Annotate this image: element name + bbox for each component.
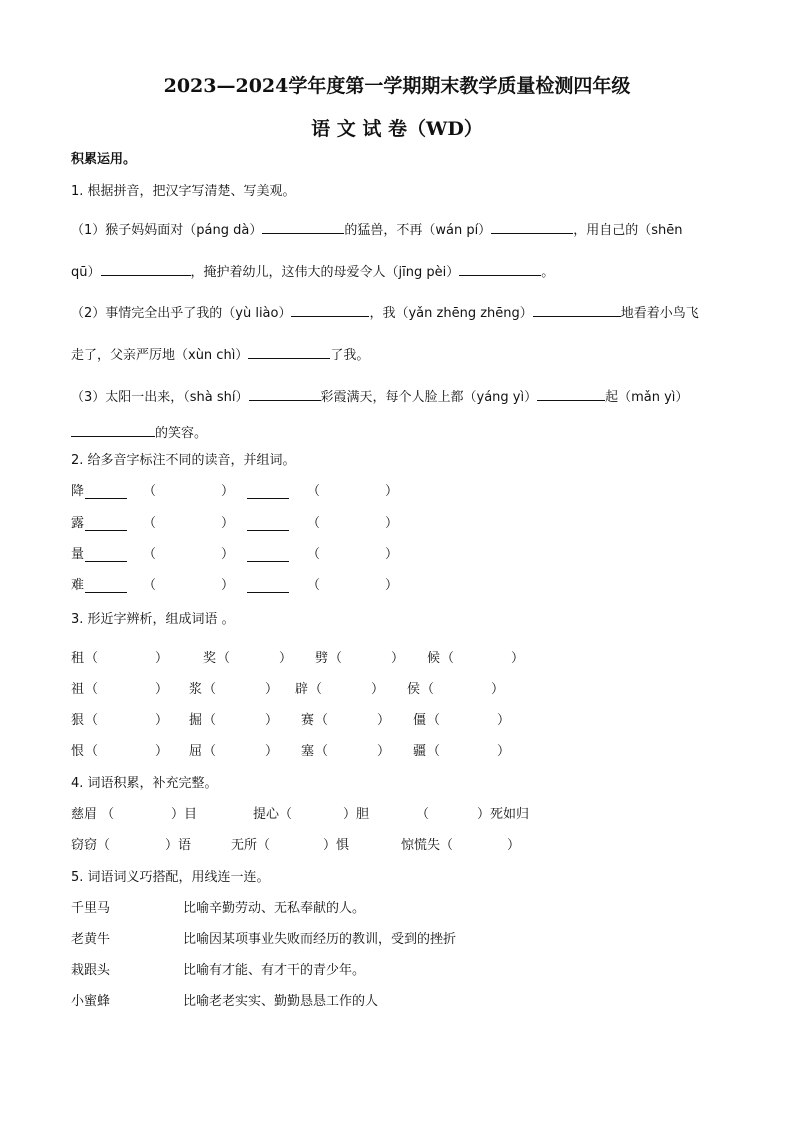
answer-blank[interactable] (248, 345, 330, 359)
similar-char: 恨 (71, 744, 85, 759)
paren-open: （ (203, 744, 217, 759)
polyphone-char: 露 (71, 516, 85, 531)
q1-p1-text-f: 。 (541, 265, 555, 280)
paren-open: （ (441, 651, 455, 666)
similar-char: 侯 (407, 682, 421, 697)
q1-p2-text-c: 地看着小鸟飞 (620, 306, 699, 321)
matching-term[interactable]: 老黄牛 (71, 932, 111, 947)
answer-blank[interactable] (249, 387, 321, 401)
idiom-part: 惊慌失（ (401, 838, 454, 853)
answer-blank[interactable] (71, 423, 155, 437)
idiom-part: ）惧 (323, 838, 350, 853)
matching-definition[interactable]: 比喻因某项事业失败而经历的教训，受到的挫折 (183, 932, 457, 947)
idiom-part: ）语 (165, 838, 192, 853)
idiom-part: 无所（ (231, 838, 271, 853)
q1-p2-text-b: ，我（yǎn zhēng zhēng） (369, 306, 533, 321)
q1-p3-line1 (71, 387, 688, 406)
similar-char: 奖 (203, 651, 217, 666)
similar-char: 疆 (413, 744, 427, 759)
paren-close: ） (491, 682, 505, 697)
q1-p2-line2 (71, 345, 369, 364)
similar-char: 掘 (189, 713, 203, 728)
answer-blank[interactable] (101, 262, 191, 276)
q1-p3-text-b: 彩霞满天，每个人脸上都（yáng yì） (320, 390, 538, 405)
exam-subtitle: 语 文 试 卷（WD） (311, 118, 483, 140)
paren-close: ） (497, 713, 511, 728)
q1-p1-text-a: （1）猴子妈妈面对（páng dà） (71, 223, 263, 238)
paren-open: （ (315, 713, 329, 728)
paren-open: （ (307, 516, 321, 531)
paren-close: ） (497, 744, 511, 759)
similar-char: 劈 (315, 651, 329, 666)
pinyin-blank[interactable] (247, 517, 289, 531)
answer-blank[interactable] (533, 303, 621, 317)
q1-p1-text-e: ，掩护着幼儿，这伟大的母爱令人（jīng pèi） (190, 265, 460, 280)
paren-close: ） (385, 578, 399, 593)
pinyin-blank[interactable] (85, 579, 127, 593)
similar-char: 租 (71, 651, 85, 666)
paren-open: （ (309, 682, 323, 697)
q5-stem: 5. 词语词义巧搭配，用线连一连。 (71, 870, 270, 885)
paren-close: ） (265, 682, 279, 697)
paren-open: （ (85, 744, 99, 759)
answer-blank[interactable] (262, 220, 344, 234)
paren-open: （ (203, 682, 217, 697)
polyphone-char: 难 (71, 578, 85, 593)
q1-p2-text-d: 走了，父亲严厉地（xùn chì） (71, 348, 249, 363)
matching-definition[interactable]: 比喻辛勤劳动、无私奉献的人。 (183, 901, 366, 916)
q1-p3-text-c: 起（mǎn yì） (605, 390, 689, 405)
paren-open: （ (143, 578, 157, 593)
idiom-part: 窃窃（ (71, 838, 111, 853)
q1-p1-line2 (71, 262, 554, 281)
paren-close: ） (391, 651, 405, 666)
paren-open: （ (85, 713, 99, 728)
exam-title: 2023—2024学年度第一学期期末教学质量检测四年级 (163, 75, 631, 97)
q1-p3-text-d: 的笑容。 (155, 426, 208, 441)
similar-char: 屈 (189, 744, 203, 759)
idiom-part: 提心（ (253, 807, 293, 822)
paren-open: （ (427, 744, 441, 759)
q1-p2-text-e: 了我。 (330, 348, 370, 363)
q1-p3-text-a: （3）太阳一出来，（shà shí） (71, 390, 249, 405)
pinyin-blank[interactable] (247, 485, 289, 499)
idiom-part: ）死如归 (477, 807, 530, 822)
idiom-part: ）胆 (343, 807, 370, 822)
paren-open: （ (143, 547, 157, 562)
paren-close: ） (155, 682, 169, 697)
paren-close: ） (221, 516, 235, 531)
paren-close: ） (371, 682, 385, 697)
similar-char: 赛 (301, 713, 315, 728)
answer-blank[interactable] (459, 262, 541, 276)
q1-p2-line1 (71, 303, 699, 322)
paren-open: （ (307, 484, 321, 499)
paren-close: ） (155, 713, 169, 728)
q1-p1-text-d: qū） (71, 265, 101, 280)
paren-open: （ (307, 547, 321, 562)
matching-term[interactable]: 小蜜蜂 (71, 994, 111, 1009)
paren-close: ） (385, 516, 399, 531)
q1-stem: 1. 根据拼音，把汉字写清楚、写美观。 (71, 184, 296, 199)
answer-blank[interactable] (491, 220, 573, 234)
polyphone-char: 降 (71, 484, 85, 499)
q1-p1-text-c: ，用自己的（shēn (573, 223, 683, 238)
similar-char: 候 (427, 651, 441, 666)
matching-definition[interactable]: 比喻老老实实、勤勤恳恳工作的人 (183, 994, 379, 1009)
paren-close: ） (221, 578, 235, 593)
idiom-part: ） (507, 838, 521, 853)
similar-char: 浆 (189, 682, 203, 697)
matching-term[interactable]: 千里马 (71, 901, 111, 916)
section-heading: 积累运用。 (71, 152, 137, 167)
paren-close: ） (221, 484, 235, 499)
paren-close: ） (279, 651, 293, 666)
paren-close: ） (511, 651, 525, 666)
paren-close: ） (385, 484, 399, 499)
pinyin-blank[interactable] (85, 485, 127, 499)
paren-open: （ (203, 713, 217, 728)
similar-char: 辟 (295, 682, 309, 697)
pinyin-blank[interactable] (247, 579, 289, 593)
q4-stem: 4. 词语积累，补充完整。 (71, 776, 218, 791)
paren-open: （ (307, 578, 321, 593)
idiom-part: （ (416, 807, 430, 822)
similar-char: 祖 (71, 682, 85, 697)
paren-close: ） (265, 713, 279, 728)
idiom-part: ）目 (171, 807, 198, 822)
matching-definition[interactable]: 比喻有才能、有才干的青少年。 (183, 963, 366, 978)
q1-p3-line2 (71, 423, 207, 442)
q1-p1-line1 (71, 220, 682, 239)
pinyin-blank[interactable] (85, 548, 127, 562)
polyphone-char: 量 (71, 547, 85, 562)
pinyin-blank[interactable] (85, 517, 127, 531)
q1-p2-text-a: （2）事情完全出乎了我的（yù liào） (71, 306, 292, 321)
paren-open: （ (85, 682, 99, 697)
paren-open: （ (143, 484, 157, 499)
paren-open: （ (421, 682, 435, 697)
matching-term[interactable]: 栽跟头 (71, 963, 111, 978)
answer-blank[interactable] (291, 303, 369, 317)
paren-close: ） (155, 744, 169, 759)
q1-p1-text-b: 的猛兽，不再（wán pí） (344, 223, 492, 238)
idiom-part: 慈眉 （ (71, 807, 115, 822)
paren-close: ） (265, 744, 279, 759)
paren-open: （ (329, 651, 343, 666)
paren-close: ） (221, 547, 235, 562)
paren-open: （ (85, 651, 99, 666)
paren-close: ） (377, 713, 391, 728)
paren-open: （ (143, 516, 157, 531)
paren-close: ） (385, 547, 399, 562)
similar-char: 塞 (301, 744, 315, 759)
paren-close: ） (377, 744, 391, 759)
answer-blank[interactable] (537, 387, 605, 401)
paren-open: （ (217, 651, 231, 666)
pinyin-blank[interactable] (247, 548, 289, 562)
paren-open: （ (315, 744, 329, 759)
similar-char: 狠 (71, 713, 85, 728)
paren-open: （ (427, 713, 441, 728)
q2-stem: 2. 给多音字标注不同的读音，并组词。 (71, 453, 296, 468)
similar-char: 僵 (413, 713, 427, 728)
paren-close: ） (155, 651, 169, 666)
q3-stem: 3. 形近字辨析，组成词语 。 (71, 612, 235, 627)
